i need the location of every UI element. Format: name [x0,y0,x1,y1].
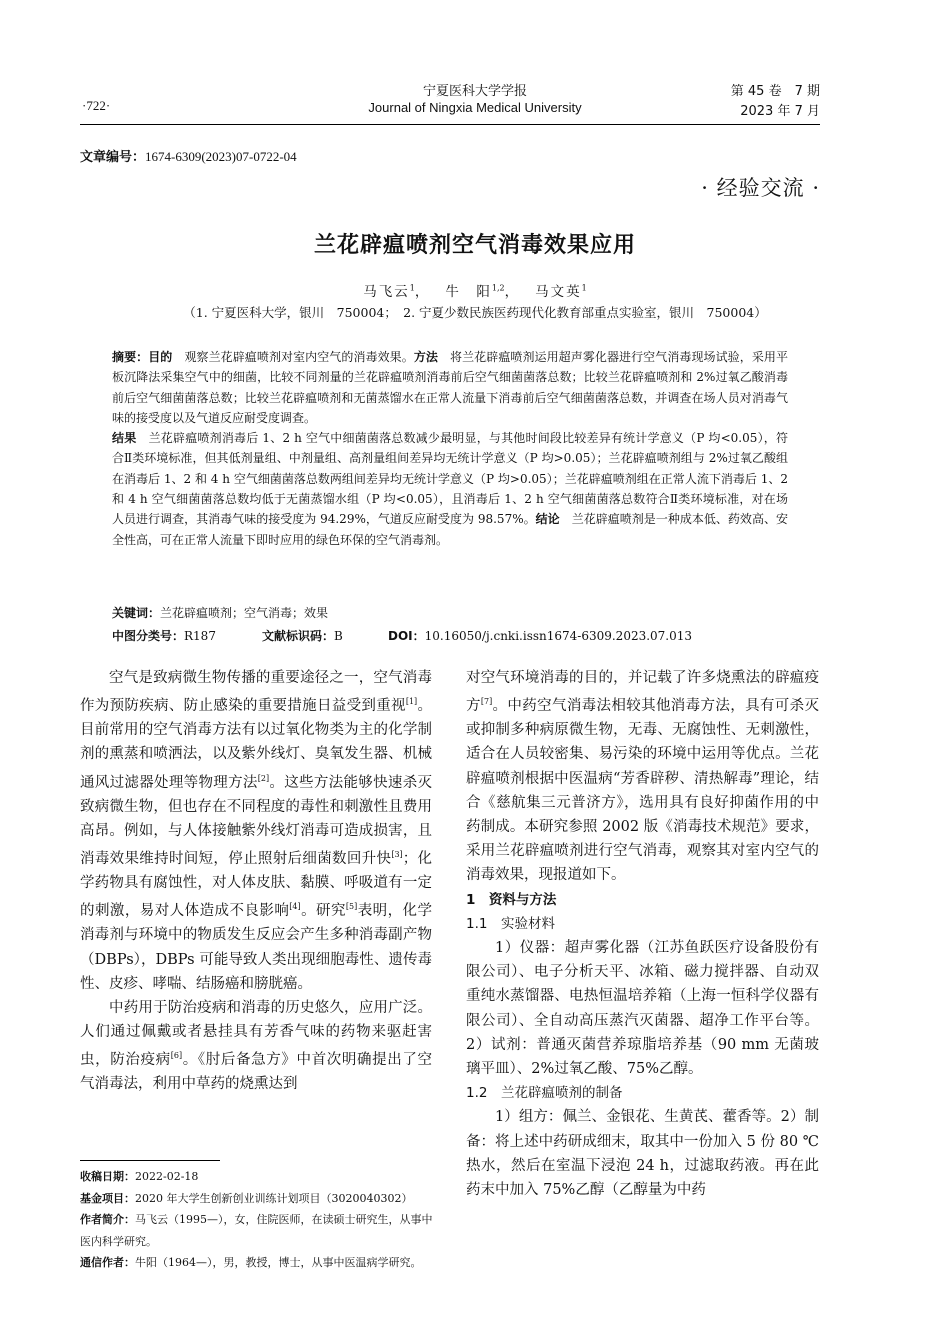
article-title: 兰花辟瘟喷剂空气消毒效果应用 [313,233,636,258]
received-date: 收稿日期：2022-02-18 [80,1170,199,1183]
page-number: ·722· [82,98,111,113]
body-right-column [466,666,819,1202]
body-paragraph: 对空气环境消毒的目的，并记载了许多烧熏法的辟瘟疫方[7]。中药空气消毒法相较其他消毒方法，具有可杀灭或抑制多种病原微生物，无毒、无腐蚀性、无刺激性，适合在人员较密集、易污染的环境中运用等优点。兰花辟瘟喷剂根据中医温病“芳香辟秽、清热解毒”理论，结合《慈航集三元普济方》，选用具有良好抑菌作用的中药制成。本研究参照 2002 版《消毒技术规范》要求，采用兰花辟瘟喷剂进行空气消毒，观察其对室内空气的消毒效果，现报道如下。 [466,670,820,884]
citation: [1] [405,697,418,707]
issue-date: 2023 年 7 月 [740,104,820,119]
author-name: 牛 阳 [445,284,492,300]
volume-issue: 第 45 卷 7 期 [730,84,820,99]
clc-number: 中图分类号：R187 [112,629,216,643]
article-number: 文章编号：1674-6309(2023)07-0722-04 [80,149,297,165]
footnote-rule [80,1160,220,1161]
abstract-method-label: 方法 [413,350,438,364]
citation: [3] [391,850,403,860]
citation: [2] [257,773,270,783]
author-name: 马飞云 [363,284,410,300]
author-list: 马飞云$^1$， 牛 阳$^{1,2}$， 马文英$^1$ [363,283,587,300]
citation: [6] [170,1051,183,1061]
journal-title-en: Journal of Ningxia Medical University [368,100,582,115]
body-paragraph: 1）仪器：超声雾化器（江苏鱼跃医疗设备股份有限公司）、电子分析天平、冰箱、磁力搅拌器、自动双重纯水蒸馏器、电热恒温培养箱（上海一恒科学仪器有限公司）、全自动高压蒸汽灭菌器、超净工作平台等。2）试剂：普通灭菌营养琼脂培养基（90 mm 无菌玻璃平皿）、2%过氧乙酸、75%乙醇。 [466,940,819,1078]
author-bio: 作者简介：马飞云（1995—），女，住院医师，在读硕士研究生，从事中医内科学研究。 [80,1213,433,1248]
corresponding-author: 通信作者：牛阳（1964—），男，教授，博士，从事中医温病学研究。 [80,1256,422,1269]
abstract: 摘要：目的 观察兰花辟瘟喷剂对室内空气的消毒效果。方法 将兰花辟瘟喷剂运用超声雾化器进行空气消毒现场试验，采用平板沉降法采集空气中的细菌，比较不同剂量的兰花辟瘟喷剂消毒前后空气细菌菌落总数；比较兰花辟瘟喷剂和 2%过氧乙酸消毒前后空气细菌菌落总数；比较兰花辟瘟喷剂和无菌蒸馏水在正常人流量下消毒前后空气细菌菌落总数，并调查在场人员对消毒气味的接受度以及气道反应耐受度调查。 结果 兰花辟瘟喷剂消毒后 1、2 h 空气中细菌菌落总数减少最明显，与其他时间段比较差异有统计学意义（P 均<0.05），符合Ⅱ类环境标准，但其低剂量组、中剂量组、高剂量组间差异均无统计学意义（P 均>0.05）；兰花辟瘟喷剂组与 2%过氧乙酸组在消毒后 1、2 和 4 h 空气细菌菌落总数两组间差异均无统计学意义（P 均>0.05）；兰花辟瘟喷剂组在正常人流下消毒后 1、2 和 4 h 空气细菌菌落总数均低于无菌蒸馏水组（P 均<0.05），且消毒后 1、2 h 空气细菌菌落总数符合Ⅱ类环境标准，对在场人员进行调查，其消毒气味的接受度为 94.29%，气道反应耐受度为 98.57%。结论 兰花辟瘟喷剂是一种成本低、药效高、安全性高，可在正常人流量下即时应用的绿色环保的空气消毒剂。 [112,350,788,547]
document-code: 文献标识码：B [262,629,343,643]
abstract-conclusion-label: 结论 [535,512,560,527]
section-heading: 1 资料与方法 [466,891,557,908]
keywords: 关键词：兰花辟瘟喷剂；空气消毒；效果 [112,606,329,620]
running-header [0,78,950,122]
author-name: 马文英 [535,284,582,300]
abstract-result-label: 结果 [112,431,137,446]
section-label: · 经验交流 · [701,176,820,200]
body-paragraph: 空气是致病微生物传播的重要途径之一，空气消毒作为预防疾病、防止感染的重要措施日益受到重视[1]。目前常用的空气消毒方法有以过氧化物类为主的化学制剂的熏蒸和喷洒法，以及紫外线灯、臭氧发生器、机械通风过滤器处理等物理方法[2]。这些方法能够快速杀灭致病微生物，但也存在不同程度的毒性和刺激性且费用高昂。例如，与人体接触紫外线灯消毒可造成损害，且消毒效果维持时间短，停止照射后细菌数回升快[3]；化学药物具有腐蚀性，对人体皮肤、黏膜、呼吸道有一定的刺激，易对人体造成不良影响[4]。研究[5]表明，化学消毒剂与环境中的物质发生反应会产生多种消毒副产物（DBPs），DBPs 可能导致人类出现细胞毒性、遗传毒性、皮疹、哮喘、结肠癌和膀胱癌。 [80,670,433,992]
footnotes [80,1166,440,1274]
body-paragraph: 1）组方：佩兰、金银花、生黄芪、藿香等。2）制备：将上述中药研成细末，取其中一份加入 5 份 80 ℃热水，然后在室温下浸泡 24 h，过滤取药液。再在此药末中加入 75%乙醇（乙醇量为中药 [466,1109,819,1199]
subsection-heading: 1.2 兰花辟瘟喷剂的制备 [466,1085,623,1102]
affiliations: （1. 宁夏医科大学，银川 750004； 2. 宁夏少数民族医药现代化教育部重点实验室，银川 750004） [183,305,767,320]
citation: [7] [480,697,493,707]
citation: [5] [345,902,358,912]
fund-info: 基金项目：2020 年大学生创新创业训练计划项目（3020040302） [80,1191,413,1205]
body-paragraph: 中药用于防治疫病和消毒的历史悠久，应用广泛。人们通过佩戴或者悬挂具有芳香气味的药物来驱赶害虫，防治疫病[6]。《肘后备急方》中首次明确提出了空气消毒法，利用中草药的烧熏达到 [80,999,433,1093]
header-rule [80,124,820,125]
abstract-objective-label: 目的 [148,350,173,364]
journal-title-cn: 宁夏医科大学学报 [422,84,527,99]
doi: DOI：10.16050/j.cnki.issn1674-6309.2023.07.013 [388,629,693,643]
body-left-column [80,666,432,1097]
subsection-heading: 1.1 实验材料 [466,915,555,932]
citation: [4] [289,902,301,912]
